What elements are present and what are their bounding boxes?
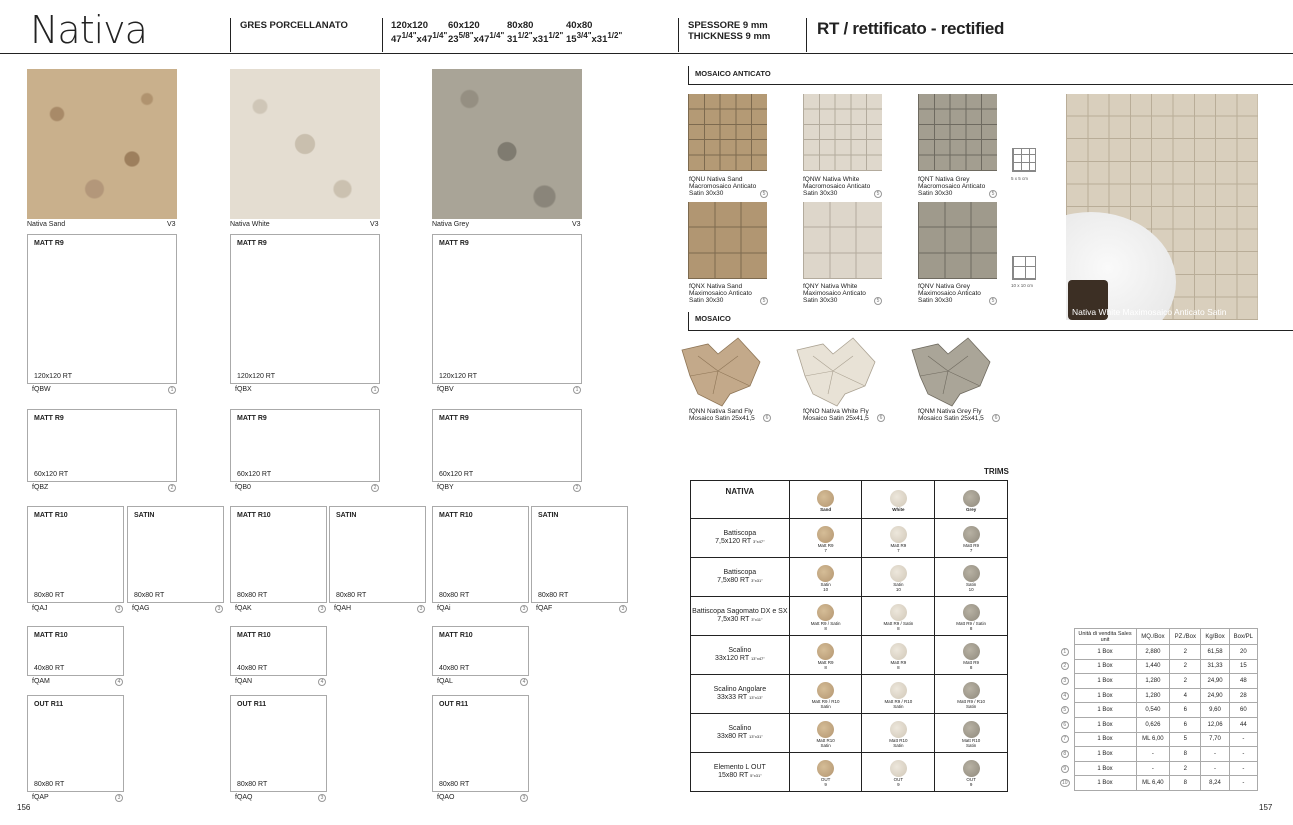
packing-ref: 3: [619, 605, 627, 613]
trim-cell: Matt R9 / Satin 8: [862, 597, 935, 636]
product-tile: MATT R9 120x120 RT: [432, 234, 582, 384]
variation-label: V3: [167, 221, 176, 228]
divider: [230, 18, 231, 52]
mosaic-label: fQNV Nativa Grey Maximosaico Anticato Satin 30x30: [918, 283, 981, 304]
trim-cell: Matt R9 / R10 Satin: [935, 675, 1008, 714]
trim-cell: Matt R9 8: [789, 636, 862, 675]
mosaic-label: fQNX Nativa Sand Maximosaico Anticato Satin 30x30: [689, 283, 752, 304]
packing-ref: 6: [992, 414, 1000, 422]
rectified-label: RT / rettificato - rectified: [817, 19, 1005, 38]
mosaic-grey-maxi: [918, 202, 997, 279]
product-code: fQBW: [32, 386, 51, 393]
table-row: [691, 597, 1008, 636]
packing-ref: 5: [874, 190, 882, 198]
page-number: 156: [17, 803, 31, 812]
product-code: fQAH: [334, 605, 352, 612]
product-tile: MATT R9 60x120 RT: [432, 409, 582, 482]
product-code: fQAJ: [32, 605, 48, 612]
product-tile: OUT R11 80x80 RT: [230, 695, 327, 792]
product-tile: MATT R10 80x80 RT: [27, 506, 124, 603]
grid-size-label: 10 x 10 cm: [1011, 283, 1034, 288]
photo-caption: Nativa White Maximosaico Anticato Satin: [1072, 307, 1227, 317]
table-row: [691, 519, 1008, 558]
packing-ref: 1: [371, 386, 379, 394]
size-60x120: 60x120 $23^{5/8"}x47^{1/4"}$: [448, 20, 505, 46]
blank-head: [1056, 629, 1074, 645]
product-code: fQBZ: [32, 484, 49, 491]
trim-cell: Satin 10: [862, 558, 935, 597]
trim-cell: Satin 10: [789, 558, 862, 597]
packing-ref: 4: [520, 678, 528, 686]
size-40x80: 40x80 $15^{3/4"}x31^{1/2"}$: [566, 20, 623, 46]
packing-ref: 3: [417, 605, 425, 613]
mosaic-label: fQNW Nativa White Macromosaico Anticato Satin 30x30: [803, 176, 871, 197]
color-grey: Grey: [935, 481, 1008, 519]
packing-ref: 1: [168, 386, 176, 394]
grid-size-label: 5 x 5 cm: [1011, 176, 1029, 181]
product-code: fQB0: [235, 484, 251, 491]
trim-name: Battiscopa 7,5x80 RT 3"x31": [691, 558, 790, 597]
mosaic-white-macro: [803, 94, 882, 171]
variation-label: V3: [572, 221, 581, 228]
trim-cell: Matt R9 7: [862, 519, 935, 558]
product-code: fQAM: [32, 678, 50, 685]
packing-ref: 4: [115, 678, 123, 686]
table-row: [691, 675, 1008, 714]
color-name: Nativa White: [230, 221, 270, 228]
product-code: fQAi: [437, 605, 451, 612]
color-name: Nativa Grey: [432, 221, 469, 228]
divider: [806, 18, 807, 52]
packing-ref: 2: [573, 484, 581, 492]
table-row: [691, 753, 1008, 792]
product-code: fQBX: [235, 386, 252, 393]
table-row: 3 1 Box 1,280 2 24,90 48: [1056, 674, 1258, 689]
thickness-label: SPESSORE 9 mm THICKNESS 9 mm: [688, 20, 771, 42]
table-row: [691, 558, 1008, 597]
col-head: MQ./Box: [1136, 629, 1170, 645]
section-rule: [688, 84, 1293, 85]
ambient-photo: [1066, 94, 1258, 320]
trim-cell: Matt R10 Satin: [789, 714, 862, 753]
table-row: 5 1 Box 0,540 6 9,60 60: [1056, 703, 1258, 718]
table-row: [691, 714, 1008, 753]
grid-5x5-icon: [1012, 148, 1036, 172]
product-tile: SATIN 80x80 RT: [127, 506, 224, 603]
trim-cell: OUT 9: [862, 753, 935, 792]
swatch-sand: [27, 69, 177, 219]
fly-mosaic-grey: [908, 336, 993, 408]
product-code: fQAG: [132, 605, 150, 612]
grid-10x10-icon: [1012, 256, 1036, 280]
product-code: fQAQ: [235, 794, 253, 801]
section-rule: [688, 330, 1293, 331]
trim-cell: Matt R9 8: [935, 636, 1008, 675]
mosaic-label: fQNU Nativa Sand Macromosaico Anticato Satin 30x30: [689, 176, 757, 197]
fly-mosaic-white: [793, 336, 878, 408]
trim-name: Scalino 33x80 RT 13"x31": [691, 714, 790, 753]
product-tile: MATT R10 40x80 RT: [27, 626, 124, 676]
table-row: [1056, 629, 1258, 645]
mosaic-grey-macro: [918, 94, 997, 171]
trim-cell: Satin 10: [935, 558, 1008, 597]
trim-cell: Matt R9 8: [862, 636, 935, 675]
table-row: 1 1 Box 2,880 2 61,58 20: [1056, 645, 1258, 660]
mosaic-sand-maxi: [688, 202, 767, 279]
packing-ref: 2: [371, 484, 379, 492]
trim-cell: Matt R9 / Satin 8: [935, 597, 1008, 636]
product-code: fQBV: [437, 386, 454, 393]
size-120x120: 120x120 $47^{1/4"}x47^{1/4"}$: [391, 20, 448, 46]
packing-ref: 5: [760, 297, 768, 305]
packing-ref: 5: [989, 190, 997, 198]
mosaic-white-maxi: [803, 202, 882, 279]
page-number: 157: [1259, 803, 1273, 812]
trim-cell: Matt R9 / R10 Satin: [862, 675, 935, 714]
swatch-grey: [432, 69, 582, 219]
table-row: 4 1 Box 1,280 4 24,90 28: [1056, 688, 1258, 703]
material-label: GRES PORCELLANATO: [240, 20, 348, 31]
table-row: 10 1 Box ML 6,40 8 8,24 -: [1056, 776, 1258, 791]
product-tile: MATT R10 40x80 RT: [230, 626, 327, 676]
product-code: fQAL: [437, 678, 453, 685]
product-tile: MATT R9 60x120 RT: [27, 409, 177, 482]
section-rule: [688, 66, 689, 84]
col-head: PZ./Box: [1170, 629, 1201, 645]
table-row: [691, 481, 1008, 519]
product-code: fQBY: [437, 484, 454, 491]
product-tile: MATT R9 120x120 RT: [230, 234, 380, 384]
col-head: Unità di vendita Sales unit: [1074, 629, 1136, 645]
col-head: Kg/Box: [1201, 629, 1229, 645]
section-title-mosaico: MOSAICO: [695, 314, 731, 323]
table-row: 8 1 Box - 8 - -: [1056, 747, 1258, 762]
packing-table: [1056, 628, 1258, 791]
trim-name: Scalino 33x120 RT 13"x47": [691, 636, 790, 675]
fly-label: fQNN Nativa Sand Fly Mosaico Satin 25x41,5: [689, 408, 755, 422]
product-tile: MATT R10 80x80 RT: [432, 506, 529, 603]
packing-ref: 3: [215, 605, 223, 613]
color-name: Nativa Sand: [27, 221, 66, 228]
trim-name: Battiscopa 7,5x120 RT 3"x47": [691, 519, 790, 558]
packing-ref: 3: [318, 794, 326, 802]
product-code: fQAN: [235, 678, 253, 685]
divider: [678, 18, 679, 52]
fly-label: fQNO Nativa White Fly Mosaico Satin 25x41,5: [803, 408, 869, 422]
table-row: 6 1 Box 0,626 6 12,06 44: [1056, 717, 1258, 732]
fly-mosaic-sand: [678, 336, 763, 408]
table-row: 9 1 Box - 2 - -: [1056, 761, 1258, 776]
packing-ref: 5: [989, 297, 997, 305]
fly-label: fQNM Nativa Grey Fly Mosaico Satin 25x41,5: [918, 408, 984, 422]
color-sand: Sand: [789, 481, 862, 519]
table-row: 7 1 Box ML 6,00 5 7,70 -: [1056, 732, 1258, 747]
table-row: [691, 636, 1008, 675]
packing-ref: 6: [763, 414, 771, 422]
trim-cell: Matt R9 / Satin 8: [789, 597, 862, 636]
header-rule: [0, 53, 1293, 54]
mosaic-label: fQNT Nativa Grey Macromosaico Anticato Satin 30x30: [918, 176, 986, 197]
packing-ref: 3: [115, 794, 123, 802]
mosaic-label: fQNY Nativa White Maximosaico Anticato Satin 30x30: [803, 283, 866, 304]
packing-ref: 6: [877, 414, 885, 422]
product-code: fQAK: [235, 605, 252, 612]
trim-cell: OUT 9: [789, 753, 862, 792]
packing-ref: 1: [573, 386, 581, 394]
packing-ref: 4: [318, 678, 326, 686]
trim-name: Elemento L OUT 15x80 RT 5"x31": [691, 753, 790, 792]
product-tile: OUT R11 80x80 RT: [432, 695, 529, 792]
product-tile: MATT R9 60x120 RT: [230, 409, 380, 482]
product-code: fQAF: [536, 605, 553, 612]
trims-title: TRIMS: [984, 467, 1009, 476]
product-tile: SATIN 80x80 RT: [329, 506, 426, 603]
trim-name: Scalino Angolare 33x33 RT 13"x13": [691, 675, 790, 714]
color-white: White: [862, 481, 935, 519]
trims-head: NATIVA: [691, 481, 790, 519]
trim-cell: Matt R10 Satin: [935, 714, 1008, 753]
product-tile: MATT R10 40x80 RT: [432, 626, 529, 676]
packing-ref: 3: [115, 605, 123, 613]
trim-cell: Matt R9 / R10 Satin: [789, 675, 862, 714]
packing-ref: 3: [520, 794, 528, 802]
section-rule: [688, 312, 689, 330]
product-tile: OUT R11 80x80 RT: [27, 695, 124, 792]
packing-ref: 3: [520, 605, 528, 613]
packing-ref: 5: [760, 190, 768, 198]
trim-cell: Matt R9 7: [789, 519, 862, 558]
section-title-mosaico-anticato: MOSAICO ANTICATO: [695, 69, 771, 78]
col-head: Box/PL: [1229, 629, 1257, 645]
packing-ref: 2: [168, 484, 176, 492]
trim-name: Battiscopa Sagomato DX e SX 7,5x30 RT 3"x11": [691, 597, 790, 636]
packing-ref: 5: [874, 297, 882, 305]
trim-cell: Matt R9 7: [935, 519, 1008, 558]
table-row: 2 1 Box 1,440 2 31,33 15: [1056, 659, 1258, 674]
trims-table: [690, 480, 1008, 792]
swatch-white: [230, 69, 380, 219]
packing-ref: 3: [318, 605, 326, 613]
product-tile: MATT R10 80x80 RT: [230, 506, 327, 603]
trim-cell: OUT 9: [935, 753, 1008, 792]
product-tile: MATT R9 120x120 RT: [27, 234, 177, 384]
product-code: fQAO: [437, 794, 455, 801]
mosaic-sand-macro: [688, 94, 767, 171]
size-80x80: 80x80 $31^{1/2"}x31^{1/2"}$: [507, 20, 564, 46]
trim-cell: Matt R10 Satin: [862, 714, 935, 753]
product-tile: SATIN 80x80 RT: [531, 506, 628, 603]
product-code: fQAP: [32, 794, 49, 801]
page-title: Nativa: [30, 8, 147, 52]
variation-label: V3: [370, 221, 379, 228]
divider: [382, 18, 383, 52]
